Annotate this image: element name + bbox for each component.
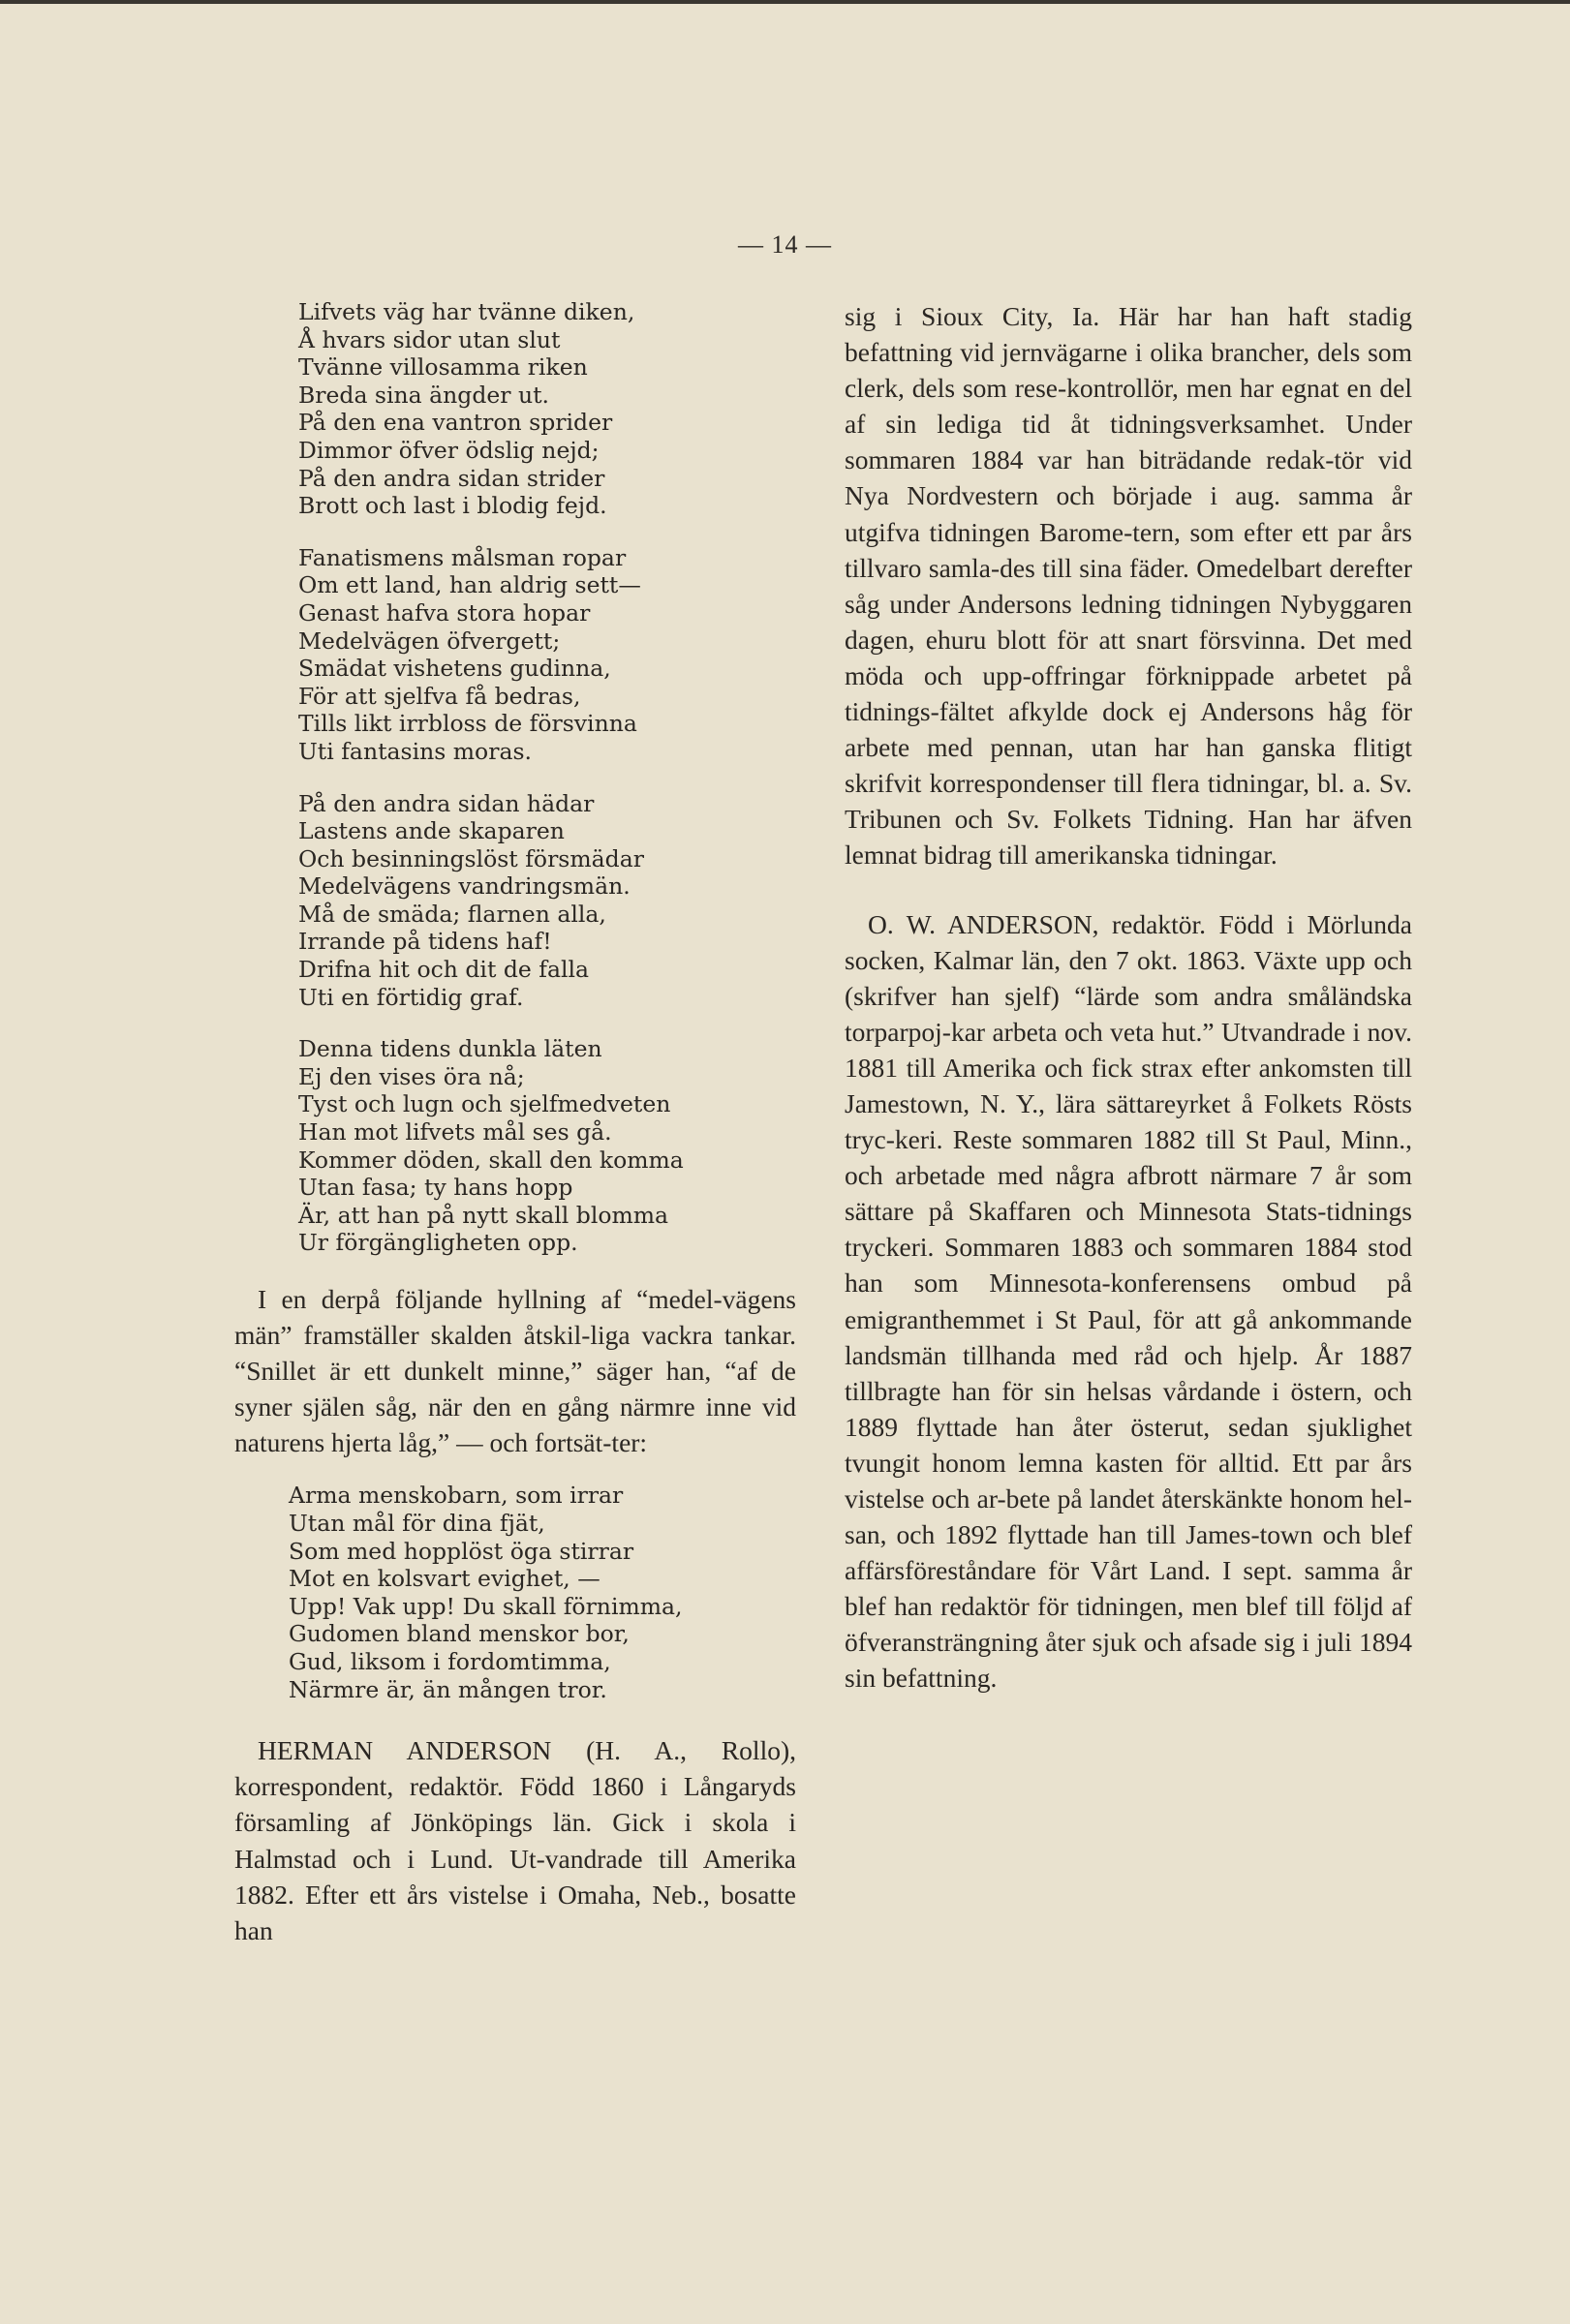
poem-line: Gud, liksom i fordomtimma, bbox=[289, 1648, 611, 1676]
poem-line: Å hvars sidor utan slut bbox=[298, 325, 561, 353]
poem-stanza bbox=[298, 1035, 796, 1257]
right-column bbox=[845, 298, 1412, 1697]
poem-line: Drifna hit och dit de falla bbox=[298, 956, 590, 984]
poem-line: Tvänne villosamma riken bbox=[298, 353, 588, 382]
poem-line: Dimmor öfver ödslig nejd; bbox=[298, 436, 600, 464]
poem-line: Må de smäda; flarnen alla, bbox=[298, 900, 606, 928]
poem-line: Medelvägens vandringsmän. bbox=[298, 872, 631, 901]
herman-anderson-entry: HERMAN ANDERSON (H. A., Rollo), korrespondent, redaktör. Född 1860 i Långaryds församling af Jönköpings län. Gick i skola i Halmstad och i Lund. Ut-vandrade till Amerika 1882. Efter ett års vistelse i Omaha, Neb., bosatte han bbox=[234, 1735, 796, 1945]
poem-line: Ej den vises öra nå; bbox=[298, 1062, 525, 1090]
poem-line: Kommer döden, skall den komma bbox=[298, 1146, 684, 1174]
poem-line: Genast hafva stora hopar bbox=[298, 598, 591, 627]
poem-line: Som med hopplöst öga stirrar bbox=[289, 1537, 634, 1565]
poem-line: Breda sina ängder ut. bbox=[298, 381, 550, 409]
ow-anderson-entry: O. W. ANDERSON, redaktör. Född i Mörlunda socken, Kalmar län, den 7 okt. 1863. Växte upp och (skrifver han sjelf) “lärde som andra småländska torparpoj-kar arbeta och veta hut.” Utvandrade i nov. 1881 till Amerika och fick strax efter ankomsten till Jamestown, N. Y., lära sättareyrket å Folkets Rösts tryc-keri. Reste sommaren 1882 till St Paul, Minn., och arbetade med några afbrott närmare 7 år som sättare på Skaffaren och Minnesota Stats-tidnings tryckeri. Sommaren 1883 och sommaren 1884 stod han som Minnesota-konferensens ombud på emigranthemmet i St Paul, för att gå ankommande landsmän tillhanda med råd och hjelp. År 1887 tillbragte han för sin helsas vårdande i östern, och 1889 flyttade han åter österut, sedan sjuklighet tvungit honom lemna kasten för alltid. Ett par års vistelse och ar-bete på landet återskänkte honom hel-san, och 1892 flyttade han till James-town och blef affärsföreståndare för Vårt Land. I sept. samma år blef han redaktör för tidningen, men blef till följd af öfveransträngning åter sjuk och afsade sig i juli 1894 sin befattning. bbox=[845, 908, 1412, 1694]
poem-line: På den ena vantron sprider bbox=[298, 409, 613, 437]
poem-line: Uti en förtidig graf. bbox=[298, 983, 524, 1011]
poem-line: Ur förgängligheten opp. bbox=[298, 1229, 578, 1257]
poem-line: Irrande på tidens haf! bbox=[298, 928, 552, 956]
poem-line: Arma menskobarn, som irrar bbox=[289, 1482, 624, 1510]
poem-line: Utan fasa; ty hans hopp bbox=[298, 1174, 573, 1202]
poem-line: Närmre är, än mången tror. bbox=[289, 1675, 607, 1703]
poem-line: Fanatismens målsman ropar bbox=[298, 543, 627, 571]
poem-line: Smädat vishetens gudinna, bbox=[298, 655, 611, 683]
poem-line: Tyst och lugn och sjelfmedveten bbox=[298, 1090, 671, 1118]
poem-line: Upp! Vak upp! Du skall förnimma, bbox=[289, 1592, 683, 1620]
poem-line: Lastens ande skaparen bbox=[298, 817, 565, 845]
poem-line: Utan mål för dina fjät, bbox=[289, 1510, 545, 1538]
poem-line: Tills likt irrbloss de försvinna bbox=[298, 710, 637, 738]
poem-line: Mot en kolsvart evighet, — bbox=[289, 1565, 600, 1593]
herman-anderson-continued: sig i Sioux City, Ia. Här har han haft stadig befattning vid jernvägarne i olika brancher, dels som clerk, dels som rese-kontrollör, men har egnat en del af sin lediga tid åt tidningsverksamhet. Under sommaren 1884 var han biträdande redak-tör vid Nya Nordvestern och började i aug. samma år utgifva tidningen Barome-tern, som efter ett par års tillvaro samla-des till sina fäder. Omedelbart derefter såg under Andersons ledning tidningen Nybyggaren dagen, ehuru blott för att snart försvinna. Det med möda och upp-offringar förknippade arbetet på tidnings-fältet afkylde dock ej Andersons håg för arbete med pennan, utan har han ganska flitigt skrifvit korrespondenser till flera tidningar, bl. a. Sv. Tribunen och Sv. Folkets Tidning. Han har äfven lemnat bidrag till amerikanska tidningar. bbox=[845, 301, 1412, 871]
poem-line: Om ett land, han aldrig sett— bbox=[298, 571, 641, 599]
poem-line: Är, att han på nytt skall blomma bbox=[298, 1201, 669, 1229]
poem-line: Lifvets väg har tvänne diken, bbox=[298, 298, 635, 325]
poem-line: Medelvägen öfvergett; bbox=[298, 627, 561, 655]
left-column bbox=[234, 298, 796, 1948]
page-number: — 14 — bbox=[738, 230, 832, 259]
poem-stanza bbox=[298, 298, 796, 520]
poem-line: Denna tidens dunkla läten bbox=[298, 1035, 602, 1063]
poem bbox=[234, 298, 796, 1257]
poem-stanza bbox=[298, 544, 796, 766]
intro-paragraph: I en derpå följande hyllning af “medel-vägens män” framställer skalden åtskil-liga vackra tankar. “Snillet är ett dunkelt minne,” säger han, “af de syner själen såg, när den en gång närmre inne vid naturens hjerta låg,” — och fortsät-ter: bbox=[234, 1284, 796, 1458]
poem-stanza bbox=[298, 790, 796, 1012]
page-top-rule bbox=[0, 0, 1570, 4]
poem-line: För att sjelfva få bedras, bbox=[298, 682, 581, 710]
second-poem bbox=[289, 1482, 796, 1703]
poem-line: Och besinningslöst försmädar bbox=[298, 844, 644, 872]
poem-line: Han mot lifvets mål ses gå. bbox=[298, 1118, 612, 1147]
poem-line: Brott och last i blodig fejd. bbox=[298, 492, 607, 520]
poem-line: Gudomen bland menskor bor, bbox=[289, 1620, 630, 1648]
poem-line: På den andra sidan strider bbox=[298, 464, 605, 492]
poem-line: På den andra sidan hädar bbox=[298, 789, 595, 817]
poem-line: Uti fantasins moras. bbox=[298, 737, 532, 765]
